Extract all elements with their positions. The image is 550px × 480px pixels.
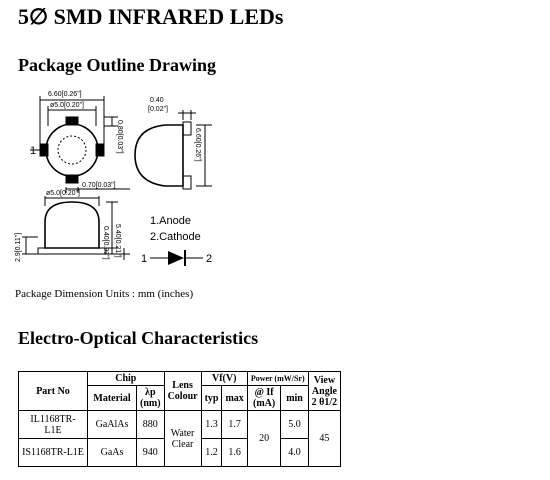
eo-table xyxy=(18,371,341,467)
cell-lens: Water Clear xyxy=(164,411,201,467)
dim-label: 0.40 xyxy=(150,97,164,104)
cell-if: 20 xyxy=(247,411,281,467)
side-view-body xyxy=(135,125,183,186)
cell-lambda: 940 xyxy=(137,439,165,467)
col-min: min xyxy=(281,386,308,411)
top-view-body xyxy=(46,124,98,176)
col-vf: Vf(V) xyxy=(201,372,247,386)
cell-max: 1.7 xyxy=(222,411,247,439)
front-view-body xyxy=(45,202,99,248)
top-view-lens xyxy=(58,136,86,164)
col-power: Power (mW/Sr) xyxy=(247,372,308,386)
cell-max: 1.6 xyxy=(222,439,247,467)
col-max: max xyxy=(222,386,247,411)
dimension-caption: Package Dimension Units : mm (inches) xyxy=(15,288,194,300)
pin-label: 2 xyxy=(206,253,213,265)
dim-label: 0.80[0.03ʺ] xyxy=(116,120,123,154)
col-chip: Chip xyxy=(88,372,165,386)
cell-typ: 1.3 xyxy=(201,411,222,439)
page-title: 5∅ SMD INFRARED LEDs xyxy=(18,4,284,29)
dim-label: 2.9[0.11ʺ] xyxy=(15,232,22,262)
package-outline-drawing xyxy=(0,85,330,285)
legend-anode: 1.Anode xyxy=(150,215,191,227)
dim-label: ø5.0[0.20ʺ] xyxy=(50,102,85,109)
package-heading: Package Outline Drawing xyxy=(18,55,216,75)
dim-label: 5.40[0.21ʺ] xyxy=(114,224,121,258)
dim-label: 0.40[0.02ʺ] xyxy=(102,226,109,260)
col-material: Material xyxy=(88,386,137,411)
cell-material: GaAs xyxy=(88,439,137,467)
table-header-row xyxy=(19,372,341,386)
cell-angle: 45 xyxy=(308,411,341,467)
cell-lambda: 880 xyxy=(137,411,165,439)
dim-label: 6.60[0.26ʺ] xyxy=(48,91,82,98)
cell-part: IL1168TR-L1E xyxy=(19,411,88,439)
dim-label: 0.70[0.03ʺ] xyxy=(82,182,116,189)
lead-right xyxy=(96,144,104,156)
dim-label: 6.60[0.26ʺ] xyxy=(194,128,201,162)
table-row xyxy=(19,411,341,439)
col-view: View Angle 2 θ1/2 xyxy=(308,372,341,411)
col-lambda: λp (nm) xyxy=(137,386,165,411)
cell-part: IS1168TR-L1E xyxy=(19,439,88,467)
col-at-if: @ If (mA) xyxy=(247,386,281,411)
dim-label: [0.02ʺ] xyxy=(148,106,168,113)
cell-min: 5.0 xyxy=(281,411,308,439)
lead-left xyxy=(40,144,48,156)
cell-material: GaAlAs xyxy=(88,411,137,439)
cell-min: 4.0 xyxy=(281,439,308,467)
lead-top xyxy=(66,117,78,125)
dim-label: ø5.0[0.20ʺ] xyxy=(46,190,81,197)
pin-label: 1 xyxy=(30,145,37,157)
pin-label: 1 xyxy=(141,253,148,265)
cell-typ: 1.2 xyxy=(201,439,222,467)
col-typ: typ xyxy=(201,386,222,411)
col-lens: Lens Colour xyxy=(164,372,201,411)
diode-triangle xyxy=(168,251,184,265)
lead-bottom xyxy=(66,175,78,183)
col-part-no: Part No xyxy=(19,372,88,411)
legend-cathode: 2.Cathode xyxy=(150,231,201,243)
eo-heading: Electro-Optical Characteristics xyxy=(18,328,259,348)
